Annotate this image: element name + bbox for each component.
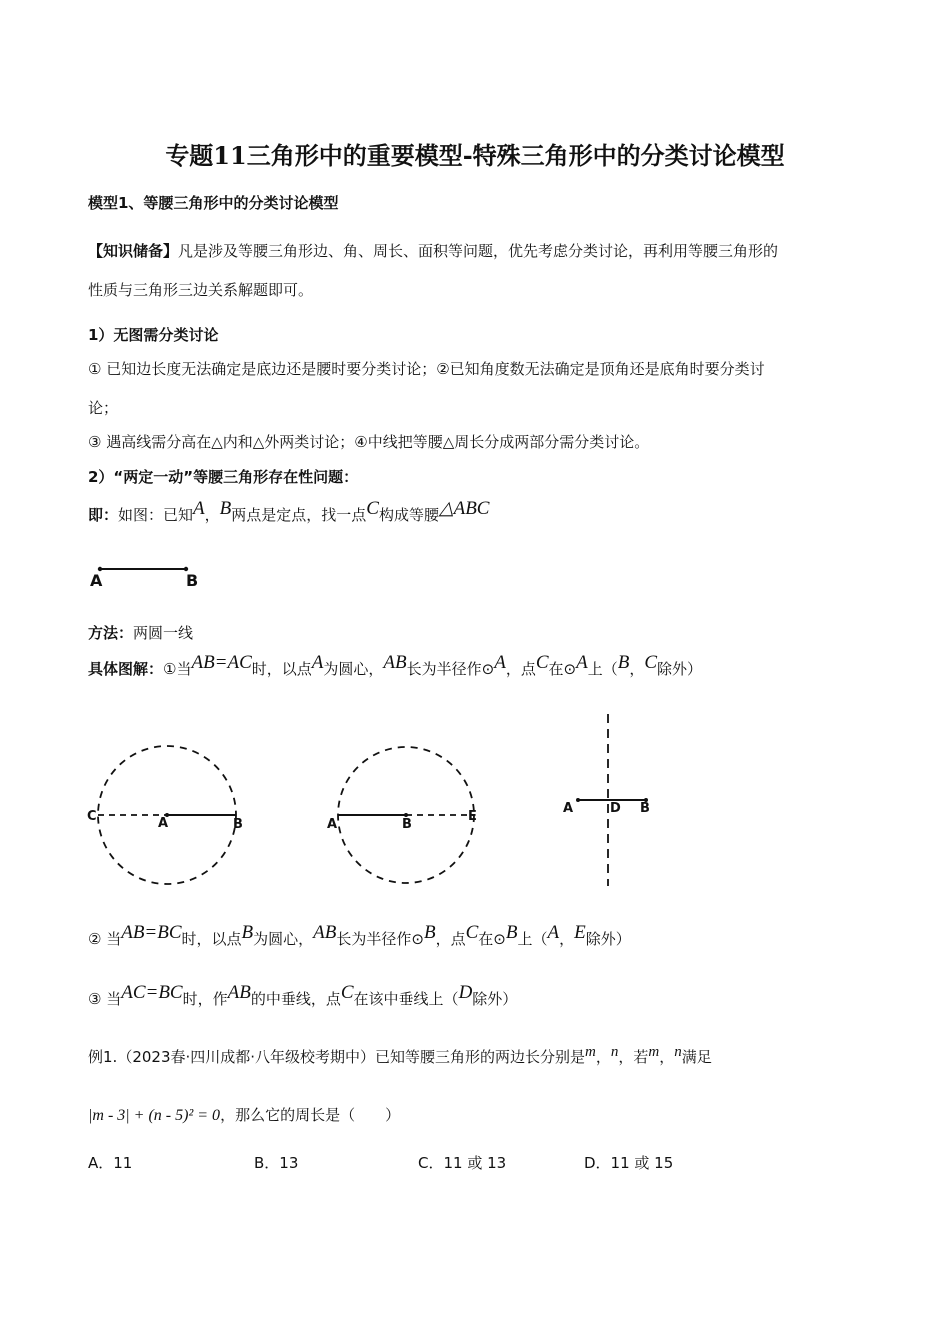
case2-text: ， (559, 930, 575, 948)
case2-text: ，点 (435, 930, 466, 948)
detail-text: 时，以点 (251, 660, 312, 678)
circle-a-figure (85, 740, 255, 890)
perpendicular-bisector-figure (560, 712, 670, 888)
knowledge-line-1 (88, 240, 778, 262)
option-d[interactable]: D．11 或 15 (584, 1154, 674, 1172)
intro-bold: 即： (88, 506, 119, 524)
method-label: 方法： (88, 624, 134, 642)
example-text: 已知等腰三角形的两边长分别是 (375, 1048, 586, 1066)
method-line (88, 622, 193, 644)
math-m: m (648, 1044, 660, 1060)
math-AB: AB (227, 982, 251, 1003)
case2-text: 时，以点 (181, 930, 242, 948)
math-A: A (547, 922, 560, 943)
comma: ， (595, 1048, 611, 1066)
detail-text: 长为半径作⊙ (406, 660, 495, 678)
math-B: B (219, 498, 232, 519)
case2-text: ② 当 (88, 930, 122, 948)
example-line-2 (88, 1104, 400, 1127)
detail-line (88, 652, 703, 680)
label-D: D (610, 801, 621, 816)
detail-text: 除外） (657, 660, 703, 678)
math-C: C (465, 922, 479, 943)
math-eq: AB=AC (191, 652, 252, 673)
math-n: n (674, 1044, 682, 1060)
math-A: A (494, 652, 506, 673)
math-C: C (644, 652, 658, 673)
example-label: 例1. (88, 1048, 118, 1066)
math-E: E (574, 922, 586, 943)
detail-label: 具体图解： (88, 660, 164, 678)
math-D: D (458, 982, 473, 1003)
math-C: C (340, 982, 354, 1003)
math-A: A (576, 652, 588, 673)
case3-line (88, 982, 518, 1010)
case2-text: 在⊙ (478, 930, 506, 948)
label-A: A (327, 817, 338, 832)
label-B: B (640, 801, 650, 816)
example-text: 满足 (681, 1048, 712, 1066)
comma: ， (204, 506, 220, 524)
case3-text: 时，作 (182, 990, 228, 1008)
label-B: B (186, 571, 199, 590)
math-A: A (311, 652, 324, 673)
intro-text: 如图：已知 (118, 506, 194, 524)
intro-text: 构成等腰 (378, 506, 439, 524)
detail-text: ①当 (163, 660, 192, 678)
circle-b-figure (322, 740, 492, 890)
section1-heading: 1）无图需分类讨论 (88, 326, 219, 344)
comma: ， (659, 1048, 675, 1066)
case3-text: 在该中垂线上（ (353, 990, 459, 1008)
detail-text: ， (629, 660, 645, 678)
knowledge-tag: 【知识储备】 (88, 242, 179, 260)
option-b[interactable]: B．13 (254, 1154, 299, 1172)
page-title: 专题11三角形中的重要模型-特殊三角形中的分类讨论模型 (165, 141, 785, 170)
example-source: （2023春·四川成都·八年级校考期中） (117, 1048, 376, 1066)
label-B: B (233, 817, 243, 832)
segment-ab-figure (88, 560, 218, 594)
math-m: m (585, 1044, 596, 1060)
example-text: ，那么它的周长是（ ） (220, 1106, 401, 1124)
example-text: ，若 (618, 1048, 649, 1066)
detail-text: ，点 (505, 660, 536, 678)
math-B: B (617, 652, 630, 673)
math-AB: AB (313, 922, 337, 943)
label-E: E (468, 809, 477, 824)
example-line-1 (88, 1046, 712, 1069)
case2-text: 上（ (517, 930, 548, 948)
math-B: B (423, 922, 436, 943)
case3-text: 除外） (472, 990, 518, 1008)
math-n: n (610, 1044, 619, 1060)
label-C: C (87, 809, 97, 824)
option-a[interactable]: A．11 (88, 1154, 133, 1172)
option-c[interactable]: C．11 或 13 (418, 1154, 507, 1172)
label-A: A (90, 571, 103, 590)
math-C: C (366, 498, 379, 519)
label-B: B (402, 817, 412, 832)
case3-text: 的中垂线，点 (250, 990, 341, 1008)
math-B: B (505, 922, 518, 943)
section1-item2: ③ 遇高线需分高在△内和△外两类讨论；④中线把等腰△周长分成两部分需分类讨论。 (88, 433, 650, 451)
section1-item1b: 论； (88, 399, 119, 417)
math-C: C (535, 652, 549, 673)
math-triangle-abc: △ABC (438, 498, 490, 519)
detail-text: 为圆心， (323, 660, 384, 678)
case2-text: 长为半径作⊙ (336, 930, 424, 948)
case2-line (88, 922, 631, 950)
label-A: A (563, 801, 574, 816)
example-formula: |m - 3| + (n - 5)² = 0 (88, 1107, 221, 1124)
math-eq: AC=BC (121, 982, 183, 1003)
case2-text: 为圆心， (253, 930, 314, 948)
math-A: A (193, 498, 205, 519)
math-AB: AB (383, 652, 407, 673)
label-A: A (158, 816, 169, 831)
math-B: B (241, 922, 254, 943)
model1-heading: 模型1、等腰三角形中的分类讨论模型 (88, 194, 339, 212)
case3-text: ③ 当 (88, 990, 122, 1008)
case2-text: 除外） (585, 930, 631, 948)
method-text: 两圆一线 (133, 624, 194, 642)
intro-text: 两点是定点，找一点 (231, 506, 367, 524)
section1-item1a: ① 已知边长度无法确定是底边还是腰时要分类讨论；②已知角度数无法确定是顶角还是底角时要分类讨 (88, 360, 765, 378)
math-eq: AB=BC (121, 922, 182, 943)
knowledge-line-2: 性质与三角形三边关系解题即可。 (88, 281, 314, 299)
section2-intro (88, 498, 490, 526)
section2-heading: 2）“两定一动”等腰三角形存在性问题： (88, 468, 359, 486)
detail-text: 上（ (587, 660, 618, 678)
knowledge-text-1: 凡是涉及等腰三角形边、角、周长、面积等问题，优先考虑分类讨论，再利用等腰三角形的 (178, 242, 779, 260)
detail-text: 在⊙ (548, 660, 577, 678)
